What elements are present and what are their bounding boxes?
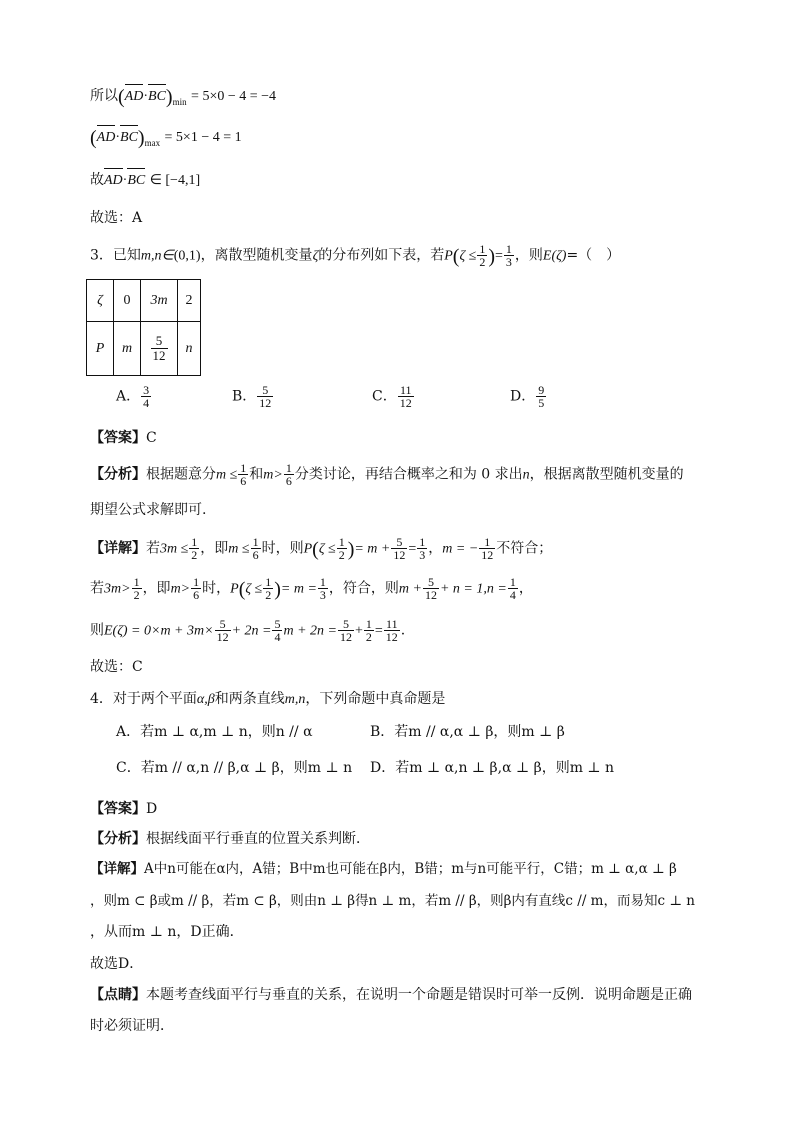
q4-comment: 【点睛】本题考查线面平行与垂直的关系，在说明一个命题是错误时可举一反例．说明命题是正确: [90, 987, 692, 1003]
q3-detail-3: 则E(ζ) = 0×m + 3m× $\frac{5}{12}$ + 2n = $\frac{5}{4}$ m + 2n = $\frac{5}{12}$ + $\frac{1}{2}$ = $\frac{11}{12}$ .: [90, 617, 406, 644]
q3-answer: 【答案】C: [90, 430, 157, 446]
sol2-line-range: 故AD·BC ∈ [−4,1]: [90, 170, 200, 191]
q4-option-a: A．若m ⊥ α,m ⊥ n，则n // α: [116, 724, 313, 740]
q3-detail-1: 【详解】若3m ≤ $\frac{1}{2}$ ，即m ≤ $\frac{1}{6}$ 时，则P(ζ ≤ $\frac{1}{2}$ )= m + $\frac{5}{12}$ = $\frac{1}{3}$ ，m = − $\frac{1}{12}$ 不符合；: [90, 535, 553, 562]
table-row: [87, 322, 201, 376]
q4-analysis: 【分析】根据线面平行垂直的位置关系判断．: [90, 831, 370, 847]
table-cell: n: [178, 322, 201, 376]
q3-analysis: 【分析】根据题意分m ≤ $\frac{1}{6}$ 和m> $\frac{1}{6}$ 分类讨论，再结合概率之和为 0 求出n，根据离散型随机变量的: [90, 461, 684, 488]
q3-option-a: A． $\frac{3}{4}$: [116, 383, 150, 410]
sol2-line-min: 所以$(AD\cdot BC)_{min} = 5\times 0 - 4 = -4$: [90, 86, 277, 108]
table-cell: P: [87, 322, 114, 376]
table-row: [87, 280, 201, 322]
distribution-table: [86, 279, 201, 376]
table-cell: 3m: [141, 280, 178, 322]
sol2-choice: 故选：A: [90, 210, 143, 226]
q3-option-c: C． $\frac{11}{12}$: [372, 383, 412, 410]
q3-choice: 故选：C: [90, 659, 143, 675]
q4-option-d: D．若m ⊥ α,n ⊥ β,α ⊥ β，则m ⊥ n: [370, 760, 615, 776]
q3-analysis-line2: 期望公式求解即可.: [90, 502, 207, 518]
q3-option-b: B． $\frac{5}{12}$: [232, 383, 272, 410]
q4-detail-1: 【详解】A中n可能在α内，A错；B中m也可能在β内，B错；m与n可能平行，C错；m ⊥ α,α ⊥ β: [90, 861, 677, 877]
q4-answer: 【答案】D: [90, 801, 158, 817]
q4-stem: 4．对于两个平面α,β和两条直线m,n，下列命题中真命题是: [90, 691, 446, 707]
table-cell: $\frac{5}{12}$: [141, 322, 178, 376]
q4-detail-2: ，则m ⊂ β或m // β，若m ⊂ β，则由n ⊥ β得n ⊥ m，若m // β，则β内有直线c // m，而易知c ⊥ n: [90, 893, 696, 909]
q3-option-d: D． $\frac{9}{5}$: [510, 383, 545, 410]
q3-stem: 3．已知m,n∈(0,1)，离散型随机变量ζ的分布列如下表，若P(ζ ≤ $\frac{1}{2}$ )= $\frac{1}{3}$ ，则E(ζ)=（ ）: [90, 242, 621, 269]
q4-option-b: B．若m // α,α ⊥ β，则m ⊥ β: [370, 724, 565, 740]
q4-choice: 故选D．: [90, 956, 144, 972]
q4-detail-3: ，从而m ⊥ n，D正确．: [90, 924, 244, 940]
table-cell: ζ: [87, 280, 114, 322]
table-cell: m: [114, 322, 141, 376]
table-cell: 2: [178, 280, 201, 322]
q3-detail-2: 若3m> $\frac{1}{2}$ ，即m> $\frac{1}{6}$ 时，P(ζ ≤ $\frac{1}{2}$ )= m = $\frac{1}{3}$ ，符合，则m + $\frac{5}{12}$ + n = 1,n = $\frac{1}{4}$ ，: [90, 575, 533, 602]
q4-option-c: C．若m // α,n // β,α ⊥ β，则m ⊥ n: [116, 760, 353, 776]
table-cell: 0: [114, 280, 141, 322]
q4-comment-line2: 时必须证明．: [90, 1018, 174, 1034]
sol2-line-max: $(AD\cdot BC)_{max} = 5\times 1 - 4 = 1$: [90, 127, 242, 149]
